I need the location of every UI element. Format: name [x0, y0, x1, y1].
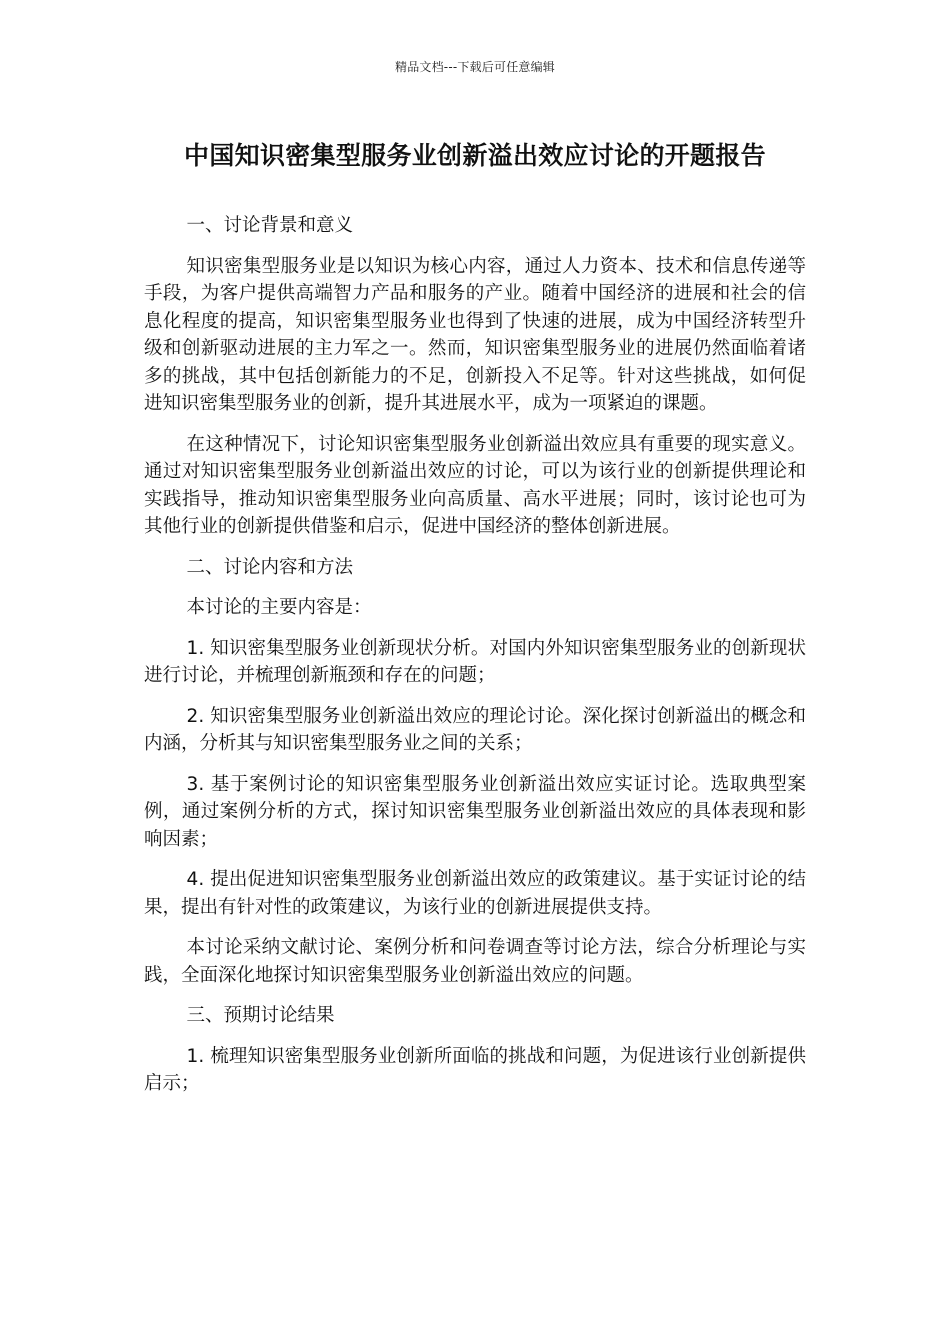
list-item-content-3: 3. 基于案例讨论的知识密集型服务业创新溢出效应实证讨论。选取典型案例，通过案例分析的方式，探讨知识密集型服务业创新溢出效应的具体表现和影响因素；: [144, 773, 806, 850]
header-note: 精品文档---下载后可任意编辑: [395, 60, 555, 74]
section-heading-expected-results: 三、预期讨论结果: [186, 1005, 335, 1026]
paragraph-content-intro: 本讨论的主要内容是：: [186, 597, 372, 618]
paragraph-method: 本讨论采纳文献讨论、案例分析和问卷调查等讨论方法，综合分析理论与实践，全面深化地探讨知识密集型服务业创新溢出效应的问题。: [144, 937, 806, 986]
document-body: [144, 212, 806, 1111]
paragraph-background: 知识密集型服务业是以知识为核心内容，通过人力资本、技术和信息传递等手段，为客户提供高端智力产品和服务的产业。随着中国经济的进展和社会的信息化程度的提高，知识密集型服务业也得到了快速的进展，成为中国经济转型升级和创新驱动进展的主力军之一。然而，知识密集型服务业的进展仍然面临着诸多的挑战，其中包括创新能力的不足，创新投入不足等。针对这些挑战，如何促进知识密集型服务业的创新，提升其进展水平，成为一项紧迫的课题。: [144, 255, 806, 414]
list-item-content-4: 4. 提出促进知识密集型服务业创新溢出效应的政策建议。基于实证讨论的结果，提出有针对性的政策建议，为该行业的创新进展提供支持。: [144, 869, 806, 918]
list-item-result-1: 1. 梳理知识密集型服务业创新所面临的挑战和问题，为促进该行业创新提供启示；: [144, 1045, 806, 1094]
list-item-content-2: 2. 知识密集型服务业创新溢出效应的理论讨论。深化探讨创新溢出的概念和内涵，分析其与知识密集型服务业之间的关系；: [144, 705, 806, 754]
section-heading-content-method: 二、讨论内容和方法: [186, 556, 354, 578]
section-heading-background: 一、讨论背景和意义: [186, 215, 354, 236]
list-item-content-1: 1. 知识密集型服务业创新现状分析。对国内外知识密集型服务业的创新现状进行讨论，并梳理创新瓶颈和存在的问题；: [144, 637, 806, 686]
paragraph-significance: 在这种情况下，讨论知识密集型服务业创新溢出效应具有重要的现实意义。通过对知识密集型服务业创新溢出效应的讨论，可以为该行业的创新提供理论和实践指导，推动知识密集型服务业向高质量、高水平进展；同时，该讨论也可为其他行业的创新提供借鉴和启示，促进中国经济的整体创新进展。: [144, 433, 806, 537]
document-title: 中国知识密集型服务业创新溢出效应讨论的开题报告: [184, 141, 766, 170]
